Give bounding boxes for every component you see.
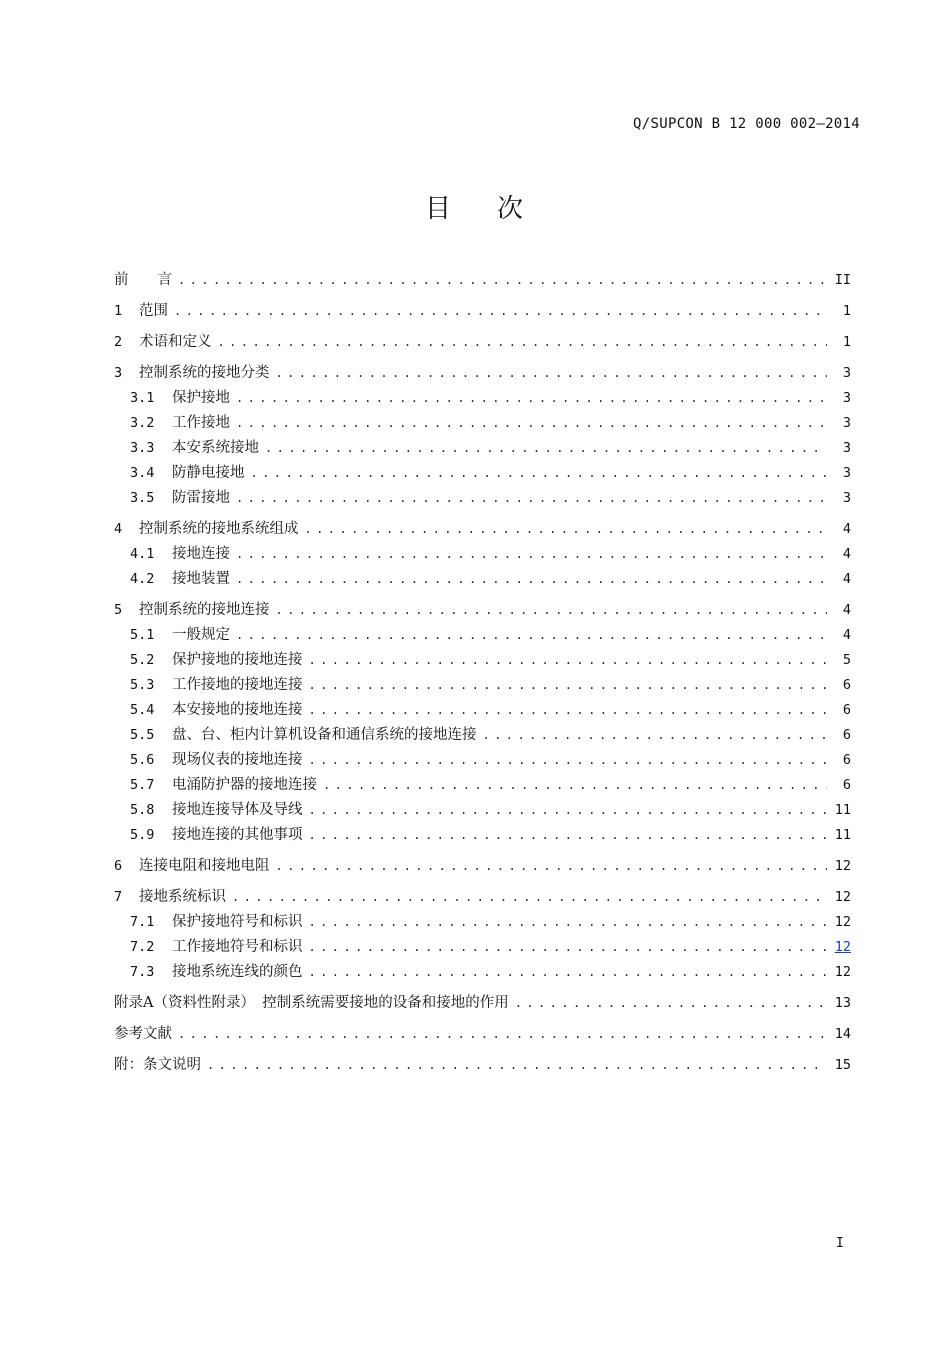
toc-dot-leader [232,885,827,910]
toc-dot-leader [309,698,828,723]
toc-entry-number: 7.2 [130,939,155,955]
toc-dot-leader [218,330,828,355]
toc-entry-number: 6 [114,858,123,874]
toc-entry-number: 3.3 [130,440,155,456]
toc-entry[interactable] [114,991,851,1016]
toc-entry-title: 控制系统的接地连接 [139,602,270,618]
toc-entry-number: 4 [114,521,123,537]
toc-entry-title: 一般规定 [172,627,230,643]
toc-dot-leader [483,723,828,748]
toc-entry-page: II [834,272,851,288]
toc-entry-page: 6 [842,727,851,743]
toc-entry[interactable] [114,386,851,411]
toc-dot-leader [276,854,828,879]
toc-entry-number: 3.4 [130,465,155,481]
toc-entry-number: 5.8 [130,802,155,818]
toc-entry[interactable] [114,960,851,985]
toc-entry-number: 5.6 [130,752,155,768]
toc-entry-number: 3 [114,365,123,381]
toc-entry-title: 附：条文说明 [114,1057,201,1073]
toc-entry-page: 4 [842,602,851,618]
toc-dot-leader [265,436,827,461]
toc-heading-part2: 次 [497,194,526,224]
toc-entry-title: 保护接地符号和标识 [172,914,303,930]
toc-dot-leader [276,598,828,623]
toc-entry-number: 5.1 [130,627,155,643]
toc-dot-leader [309,748,828,773]
toc-entry[interactable] [114,773,851,798]
toc-entry-title: 保护接地 [172,390,230,406]
toc-entry-number: 7.1 [130,914,155,930]
toc-entry-page: 12 [834,858,851,874]
toc-dot-leader [305,517,828,542]
toc-entry-page: 3 [842,440,851,456]
toc-dot-leader [309,673,828,698]
toc-dot-leader [207,1053,827,1078]
toc-entry-page: 14 [834,1026,851,1042]
toc-entry-number: 7.3 [130,964,155,980]
toc-entry[interactable] [114,268,851,293]
toc-entry-number: 2 [114,334,123,350]
toc-dot-leader [309,823,828,848]
toc-entry[interactable] [114,648,851,673]
toc-entry[interactable] [114,854,851,879]
toc-entry-title: 附录A（资料性附录） 控制系统需要接地的设备和接地的作用 [114,995,509,1011]
toc-entry-title: 工作接地的接地连接 [172,677,303,693]
toc-entry[interactable] [114,1022,851,1047]
toc-entry-page: 3 [842,365,851,381]
toc-entry-page: 12 [834,889,851,905]
toc-entry-page: 3 [842,465,851,481]
toc-entry-title: 盘、台、柜内计算机设备和通信系统的接地连接 [172,727,477,743]
toc-entry[interactable] [114,673,851,698]
toc-entry-number: 5.3 [130,677,155,693]
toc-entry-page: 6 [842,677,851,693]
toc-entry-page: 5 [842,652,851,668]
toc-entry-number: 4.1 [130,546,155,562]
toc-entry-page: 3 [842,390,851,406]
document-code: Q/SUPCON B 12 000 002—2014 [633,116,860,132]
toc-dot-leader [236,623,827,648]
toc-dot-leader [236,411,827,436]
toc-entry-page: 3 [842,415,851,431]
toc-entry-number: 5.5 [130,727,155,743]
toc-entry-title: 本安系统接地 [172,440,259,456]
toc-entry[interactable] [114,910,851,935]
toc-entry-title: 控制系统的接地系统组成 [139,521,299,537]
toc-dot-leader [251,461,828,486]
toc-entry[interactable] [114,330,851,355]
toc-entry-page [833,935,851,960]
toc-entry[interactable] [114,361,851,386]
toc-page-link[interactable]: 12 [834,939,851,955]
toc-entry-page: 11 [834,827,851,843]
toc-entry-number: 1 [114,303,123,319]
toc-entry-title: 保护接地的接地连接 [172,652,303,668]
toc-dot-leader [236,486,827,511]
toc-entry-page: 13 [834,995,851,1011]
toc-entry-number: 7 [114,889,123,905]
toc-entry[interactable] [114,542,851,567]
table-of-contents [114,268,851,1078]
toc-entry-title: 接地系统连线的颜色 [172,964,303,980]
toc-entry-page: 3 [842,490,851,506]
toc-entry[interactable] [114,461,851,486]
toc-entry[interactable] [114,436,851,461]
toc-entry-title: 接地连接导体及导线 [172,802,303,818]
toc-dot-leader [309,798,828,823]
toc-entry-title: 防静电接地 [172,465,245,481]
toc-entry[interactable] [114,623,851,648]
toc-entry[interactable] [114,935,851,960]
toc-entry[interactable] [114,748,851,773]
toc-entry-title: 控制系统的接地分类 [139,365,270,381]
toc-entry-page: 1 [842,334,851,350]
toc-entry-title: 接地连接的其他事项 [172,827,303,843]
toc-entry-title: 连接电阻和接地电阻 [139,858,270,874]
toc-entry-title: 范围 [139,303,168,319]
toc-entry-title: 接地装置 [172,571,230,587]
toc-entry-title: 术语和定义 [139,334,212,350]
toc-entry[interactable] [114,1053,851,1078]
toc-entry-title: 工作接地符号和标识 [172,939,303,955]
toc-dot-leader [309,648,828,673]
toc-entry-title: 工作接地 [172,415,230,431]
toc-entry-page: 12 [834,964,851,980]
toc-entry-number: 5 [114,602,123,618]
toc-entry-page: 4 [842,627,851,643]
toc-entry-page: 4 [842,521,851,537]
toc-entry-page: 15 [834,1057,851,1073]
toc-entry[interactable] [114,698,851,723]
page-number: I [836,1236,844,1251]
toc-entry-page: 6 [842,752,851,768]
toc-entry[interactable] [114,299,851,324]
toc-dot-leader [236,567,827,592]
toc-dot-leader [309,960,828,985]
toc-entry[interactable] [114,486,851,511]
toc-entry-page: 6 [842,777,851,793]
toc-dot-leader [178,1022,827,1047]
toc-entry-number: 3.5 [130,490,155,506]
toc-entry-number: 5.4 [130,702,155,718]
toc-dot-leader [276,361,828,386]
toc-entry[interactable] [114,885,851,910]
toc-entry-title: 本安接地的接地连接 [172,702,303,718]
toc-entry-title: 接地系统标识 [139,889,226,905]
toc-entry-title: 现场仪表的接地连接 [172,752,303,768]
toc-entry-title: 接地连接 [172,546,230,562]
toc-dot-leader [236,542,827,567]
toc-entry-page: 12 [834,914,851,930]
toc-entry[interactable] [114,598,851,623]
toc-dot-leader [178,268,827,293]
toc-heading [0,188,950,225]
toc-dot-leader [515,991,827,1016]
toc-entry-number: 5.9 [130,827,155,843]
toc-entry-page: 4 [842,546,851,562]
toc-dot-leader [309,935,828,960]
toc-entry-title: 参考文献 [114,1026,172,1042]
toc-entry[interactable] [114,517,851,542]
toc-entry[interactable] [114,567,851,592]
toc-entry[interactable] [114,723,851,748]
toc-entry-page: 4 [842,571,851,587]
toc-entry-number: 3.1 [130,390,155,406]
toc-entry[interactable] [114,798,851,823]
toc-entry-number: 3.2 [130,415,155,431]
toc-entry-number: 4.2 [130,571,155,587]
toc-heading-part1: 目 [424,194,453,224]
toc-entry-title: 电涌防护器的接地连接 [172,777,317,793]
toc-dot-leader [309,910,828,935]
toc-entry-page: 6 [842,702,851,718]
toc-entry-title: 防雷接地 [172,490,230,506]
toc-entry-page: 11 [834,802,851,818]
toc-entry-page: 1 [842,303,851,319]
toc-entry-number: 5.7 [130,777,155,793]
toc-dot-leader [174,299,827,324]
toc-entry[interactable] [114,823,851,848]
toc-entry-number: 5.2 [130,652,155,668]
toc-dot-leader [236,386,827,411]
toc-dot-leader [323,773,827,798]
toc-entry-title: 前 言 [114,272,172,288]
toc-entry[interactable] [114,411,851,436]
